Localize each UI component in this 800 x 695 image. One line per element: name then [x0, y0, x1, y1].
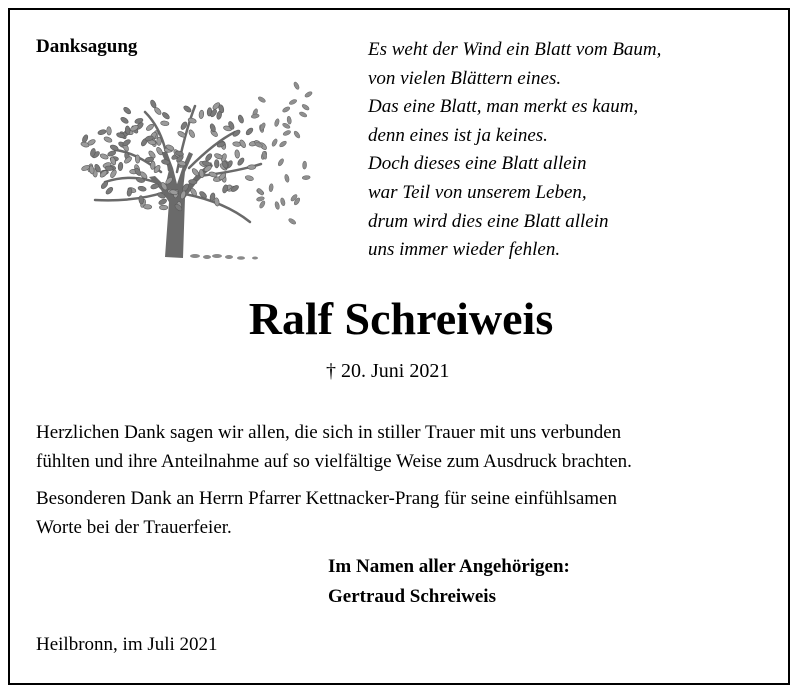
thanks-line: fühlten und ihre Anteilnahme auf so vielfältige Weise zum Ausdruck brachten. [36, 451, 632, 472]
obituary-card [8, 8, 790, 685]
signature [328, 552, 570, 612]
thanks-line: Herzlichen Dank sagen wir allen, die sich in stiller Trauer mit uns verbunden [36, 422, 622, 443]
special-thanks-paragraph [36, 484, 617, 542]
poem-line: Das eine Blatt, man merkt es kaum, [368, 96, 639, 118]
signature-name: Gertraud Schreiweis [328, 586, 496, 607]
thanks-paragraph [36, 418, 632, 476]
poem-line: war Teil von unserem Leben, [368, 181, 587, 203]
poem-line: Doch dieses eine Blatt allein [368, 153, 587, 175]
thanks-line: Worte bei der Trauerfeier. [36, 517, 232, 538]
poem-line: denn eines ist ja keines. [368, 124, 548, 146]
signature-line: Im Namen aller Angehörigen: [328, 556, 570, 577]
death-date: † 20. Juni 2021 [326, 360, 450, 382]
tree-with-blowing-leaves-icon [65, 72, 315, 262]
poem-line: uns immer wieder fehlen. [368, 239, 561, 261]
poem-line: drum wird dies eine Blatt allein [368, 210, 609, 232]
place-date: Heilbronn, im Juli 2021 [36, 634, 218, 655]
heading: Danksagung [36, 36, 138, 57]
deceased-name: Ralf Schreiweis [248, 293, 554, 344]
thanks-line: Besonderen Dank an Herrn Pfarrer Kettnacker-Prang für seine einfühlsamen [36, 488, 617, 509]
poem-line: Es weht der Wind ein Blatt vom Baum, [368, 39, 662, 60]
poem [368, 36, 661, 265]
poem-line: von vielen Blättern eines. [368, 67, 562, 89]
